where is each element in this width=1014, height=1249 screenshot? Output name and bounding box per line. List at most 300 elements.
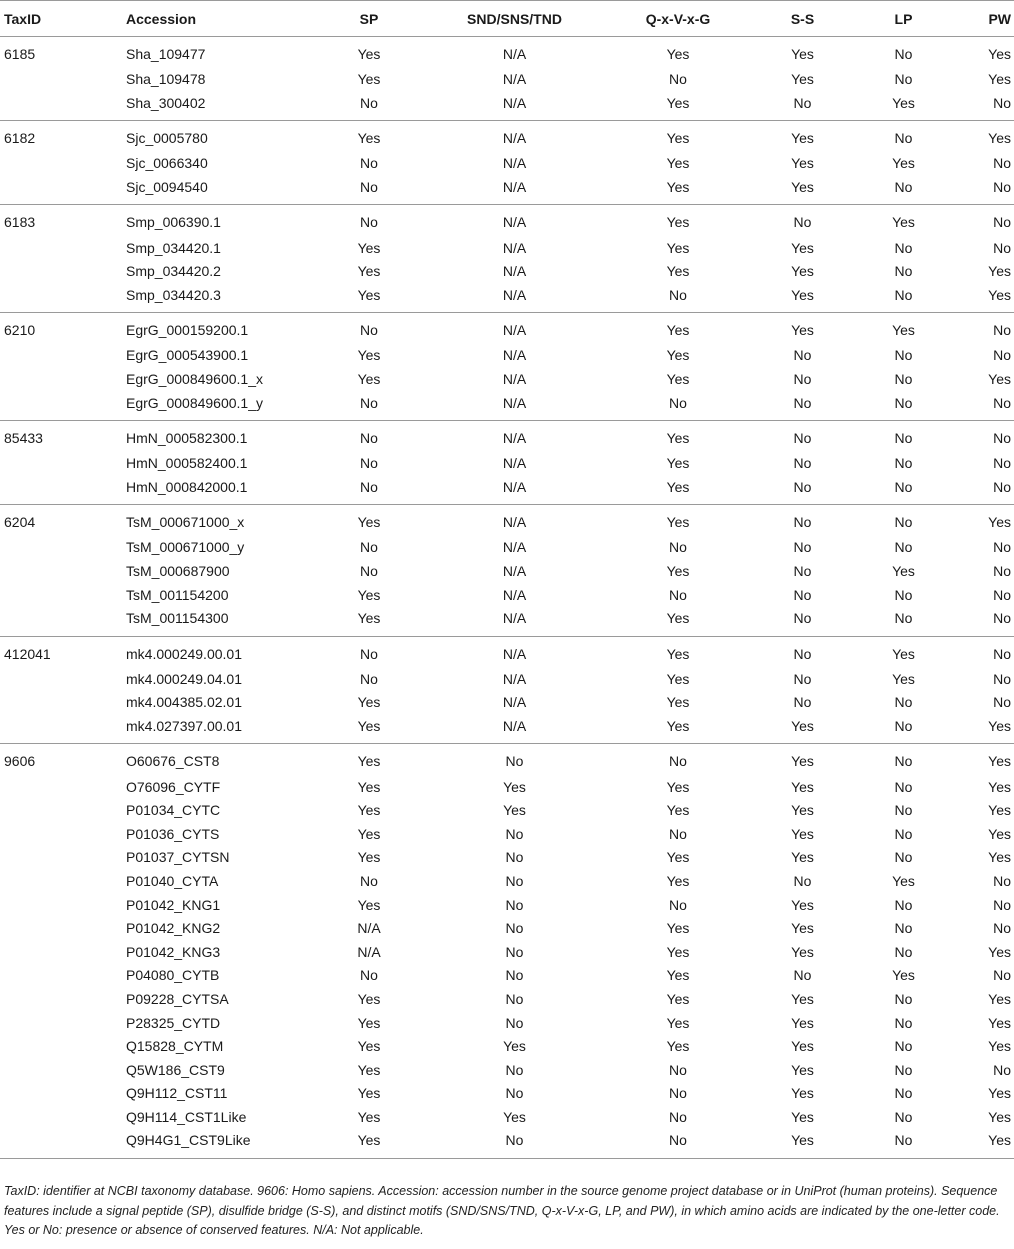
lp-cell: Yes: [892, 645, 915, 662]
ss-cell: No: [793, 455, 812, 472]
lp-cell: Yes: [892, 155, 915, 172]
pw-cell: Yes: [988, 371, 1011, 388]
table-row: [0, 68, 1014, 92]
accession-cell: TsM_000671000_x: [126, 514, 245, 531]
sp-cell: No: [360, 394, 378, 411]
qxvxg-cell: Yes: [666, 371, 690, 388]
pw-cell: Yes: [988, 778, 1011, 795]
sp-cell: Yes: [357, 717, 381, 734]
table-row: [0, 560, 1014, 584]
taxid-cell: 6183: [4, 214, 36, 231]
qxvxg-cell: Yes: [666, 849, 690, 866]
taxon-group: [0, 420, 1014, 504]
snd-sns-tnd-cell: No: [505, 849, 524, 866]
taxid-cell: [0, 152, 126, 176]
ss-cell: No: [793, 478, 812, 495]
accession-cell: mk4.027397.00.01: [126, 717, 242, 734]
header-snd-sns-tnd: SND/SNS/TND: [422, 1, 607, 37]
lp-cell: Yes: [892, 94, 915, 111]
lp-cell: Yes: [892, 967, 915, 984]
lp-cell: Yes: [892, 214, 915, 231]
taxid-cell: [0, 176, 126, 205]
table-row: [0, 368, 1014, 392]
snd-sns-tnd-cell: N/A: [502, 239, 527, 256]
header-accession: Accession: [126, 1, 316, 37]
table-row: [0, 344, 1014, 368]
ss-cell: No: [793, 429, 812, 446]
qxvxg-cell: Yes: [666, 263, 690, 280]
accession-cell: Sjc_0094540: [126, 179, 208, 196]
table-row: [0, 668, 1014, 692]
lp-cell: No: [894, 514, 913, 531]
pw-cell: No: [993, 539, 1011, 556]
pw-cell: Yes: [988, 46, 1011, 62]
sp-cell: Yes: [357, 46, 381, 62]
taxid-cell: [0, 799, 126, 823]
sp-cell: No: [360, 645, 378, 662]
snd-sns-tnd-cell: N/A: [502, 694, 527, 711]
accession-cell: P09228_CYTSA: [126, 990, 229, 1007]
lp-cell: No: [894, 1132, 913, 1149]
pw-cell: No: [993, 563, 1011, 580]
taxid-cell: [0, 236, 126, 260]
taxid-cell: [0, 344, 126, 368]
taxon-group: [0, 205, 1014, 313]
accession-cell: Sha_109477: [126, 46, 206, 62]
pw-cell: No: [993, 429, 1011, 446]
accession-cell: Sjc_0005780: [126, 130, 208, 147]
qxvxg-cell: Yes: [666, 670, 690, 687]
sp-cell: No: [360, 563, 378, 580]
pw-cell: Yes: [988, 717, 1011, 734]
pw-cell: Yes: [988, 990, 1011, 1007]
qxvxg-cell: Yes: [666, 478, 690, 495]
table-row: [0, 846, 1014, 870]
lp-cell: No: [894, 46, 913, 62]
table-row: [0, 799, 1014, 823]
qxvxg-cell: No: [669, 896, 687, 913]
pw-cell: No: [993, 239, 1011, 256]
qxvxg-cell: Yes: [666, 514, 690, 531]
lp-cell: No: [894, 429, 913, 446]
snd-sns-tnd-cell: No: [505, 1085, 524, 1102]
ss-cell: Yes: [791, 179, 814, 196]
taxid-cell: [0, 68, 126, 92]
table-row: [0, 636, 1014, 668]
lp-cell: Yes: [892, 670, 915, 687]
snd-sns-tnd-cell: No: [505, 825, 524, 842]
qxvxg-cell: Yes: [666, 920, 690, 937]
table-row: [0, 1106, 1014, 1130]
ss-cell: Yes: [791, 1061, 814, 1078]
pw-cell: Yes: [988, 825, 1011, 842]
lp-cell: No: [894, 179, 913, 196]
pw-cell: No: [993, 179, 1011, 196]
accession-cell: Smp_006390.1: [126, 214, 221, 231]
pw-cell: Yes: [988, 849, 1011, 866]
pw-cell: Yes: [988, 130, 1011, 147]
accession-cell: Q15828_CYTM: [126, 1038, 224, 1055]
header-qxvxg: Q-x-V-x-G: [607, 1, 749, 37]
snd-sns-tnd-cell: N/A: [502, 371, 527, 388]
pw-cell: No: [993, 694, 1011, 711]
taxid-cell: [0, 1011, 126, 1035]
lp-cell: No: [894, 717, 913, 734]
accession-cell: O60676_CST8: [126, 753, 220, 770]
taxid-cell: [0, 1082, 126, 1106]
sp-cell: No: [360, 670, 378, 687]
snd-sns-tnd-cell: N/A: [502, 717, 527, 734]
lp-cell: No: [894, 586, 913, 603]
ss-cell: No: [793, 394, 812, 411]
lp-cell: No: [894, 825, 913, 842]
pw-cell: No: [993, 455, 1011, 472]
sp-cell: Yes: [357, 849, 381, 866]
taxid-cell: [0, 1129, 126, 1158]
lp-cell: No: [894, 694, 913, 711]
table-row: [0, 37, 1014, 69]
ss-cell: No: [793, 347, 812, 364]
ss-cell: Yes: [791, 322, 814, 339]
table-row: [0, 744, 1014, 776]
qxvxg-cell: No: [669, 586, 687, 603]
accession-cell: P01042_KNG3: [126, 943, 221, 960]
sp-cell: No: [360, 155, 378, 172]
qxvxg-cell: Yes: [666, 155, 690, 172]
taxon-group: [0, 121, 1014, 205]
qxvxg-cell: Yes: [666, 694, 690, 711]
accession-cell: Q9H114_CST1Like: [126, 1108, 247, 1125]
sp-cell: N/A: [357, 920, 381, 937]
table-row: [0, 1058, 1014, 1082]
accession-cell: P04080_CYTB: [126, 967, 220, 984]
pw-cell: No: [993, 610, 1011, 627]
snd-sns-tnd-cell: Yes: [503, 1108, 526, 1125]
lp-cell: No: [894, 130, 913, 147]
ss-cell: Yes: [791, 155, 814, 172]
lp-cell: No: [894, 610, 913, 627]
snd-sns-tnd-cell: N/A: [502, 46, 527, 62]
ss-cell: No: [793, 967, 812, 984]
taxid-cell: [0, 368, 126, 392]
ss-cell: Yes: [791, 1085, 814, 1102]
taxon-group: [0, 505, 1014, 636]
lp-cell: No: [894, 1014, 913, 1031]
lp-cell: No: [894, 539, 913, 556]
ss-cell: Yes: [791, 46, 814, 62]
pw-cell: Yes: [988, 943, 1011, 960]
snd-sns-tnd-cell: No: [505, 1132, 524, 1149]
pw-cell: No: [993, 322, 1011, 339]
qxvxg-cell: Yes: [666, 239, 690, 256]
taxid-cell: [0, 668, 126, 692]
snd-sns-tnd-cell: N/A: [502, 130, 527, 147]
taxid-cell: [0, 452, 126, 476]
qxvxg-cell: Yes: [666, 214, 690, 231]
ss-cell: Yes: [791, 717, 814, 734]
qxvxg-cell: No: [669, 394, 687, 411]
qxvxg-cell: Yes: [666, 1014, 690, 1031]
lp-cell: No: [894, 1085, 913, 1102]
pw-cell: Yes: [988, 286, 1011, 303]
sp-cell: Yes: [357, 71, 381, 88]
snd-sns-tnd-cell: No: [505, 872, 524, 889]
taxid-cell: [0, 92, 126, 121]
taxon-group: [0, 37, 1014, 121]
sp-cell: Yes: [357, 263, 381, 280]
taxon-group: [0, 313, 1014, 421]
pw-cell: No: [993, 872, 1011, 889]
sp-cell: Yes: [357, 990, 381, 1007]
accession-cell: P01042_KNG1: [126, 896, 221, 913]
ss-cell: No: [793, 610, 812, 627]
ss-cell: Yes: [791, 71, 814, 88]
qxvxg-cell: Yes: [666, 429, 690, 446]
ss-cell: Yes: [791, 802, 814, 819]
sp-cell: Yes: [357, 347, 381, 364]
qxvxg-cell: Yes: [666, 967, 690, 984]
sp-cell: Yes: [357, 1132, 381, 1149]
pw-cell: Yes: [988, 1014, 1011, 1031]
snd-sns-tnd-cell: No: [505, 896, 524, 913]
accession-cell: HmN_000842000.1: [126, 478, 248, 495]
qxvxg-cell: No: [669, 1061, 687, 1078]
taxid-cell: [0, 822, 126, 846]
accession-cell: Smp_034420.3: [126, 286, 221, 303]
qxvxg-cell: No: [669, 1085, 687, 1102]
qxvxg-cell: Yes: [666, 322, 690, 339]
accession-cell: Smp_034420.2: [126, 263, 221, 280]
lp-cell: No: [894, 263, 913, 280]
qxvxg-cell: Yes: [666, 94, 690, 111]
snd-sns-tnd-cell: No: [505, 1061, 524, 1078]
table-row: [0, 870, 1014, 894]
ss-cell: Yes: [791, 239, 814, 256]
accession-cell: P01040_CYTA: [126, 872, 219, 889]
snd-sns-tnd-cell: N/A: [502, 263, 527, 280]
accession-cell: Q5W186_CST9: [126, 1061, 225, 1078]
table-row: [0, 1035, 1014, 1059]
accession-cell: mk4.000249.04.01: [126, 670, 242, 687]
snd-sns-tnd-cell: No: [505, 990, 524, 1007]
ss-cell: No: [793, 371, 812, 388]
sp-cell: No: [360, 967, 378, 984]
table-row: [0, 313, 1014, 345]
header-pw: PW: [951, 1, 1014, 37]
pw-cell: No: [993, 214, 1011, 231]
snd-sns-tnd-cell: No: [505, 1014, 524, 1031]
lp-cell: No: [894, 802, 913, 819]
taxon-group: [0, 744, 1014, 1159]
snd-sns-tnd-cell: N/A: [502, 179, 527, 196]
qxvxg-cell: No: [669, 286, 687, 303]
sp-cell: Yes: [357, 1038, 381, 1055]
table-row: [0, 940, 1014, 964]
lp-cell: No: [894, 920, 913, 937]
snd-sns-tnd-cell: N/A: [502, 94, 527, 111]
taxid-cell: [0, 870, 126, 894]
table-row: [0, 893, 1014, 917]
sp-cell: No: [360, 214, 378, 231]
lp-cell: No: [894, 778, 913, 795]
accession-cell: O76096_CYTF: [126, 778, 221, 795]
qxvxg-cell: Yes: [666, 563, 690, 580]
qxvxg-cell: Yes: [666, 130, 690, 147]
sp-cell: Yes: [357, 130, 381, 147]
table-row: [0, 121, 1014, 153]
taxid-cell: 412041: [4, 645, 51, 662]
sp-cell: No: [360, 478, 378, 495]
pw-cell: No: [993, 94, 1011, 111]
ss-cell: No: [793, 214, 812, 231]
lp-cell: No: [894, 347, 913, 364]
snd-sns-tnd-cell: N/A: [502, 214, 527, 231]
lp-cell: No: [894, 478, 913, 495]
ss-cell: No: [793, 586, 812, 603]
qxvxg-cell: Yes: [666, 46, 690, 62]
table-row: [0, 964, 1014, 988]
table-row: [0, 260, 1014, 284]
sp-cell: Yes: [357, 586, 381, 603]
qxvxg-cell: No: [669, 71, 687, 88]
ss-cell: No: [793, 514, 812, 531]
qxvxg-cell: Yes: [666, 778, 690, 795]
snd-sns-tnd-cell: Yes: [503, 1038, 526, 1055]
snd-sns-tnd-cell: No: [505, 943, 524, 960]
table-row: [0, 452, 1014, 476]
taxid-cell: [0, 1035, 126, 1059]
taxid-cell: 6185: [4, 46, 36, 62]
taxid-cell: [0, 560, 126, 584]
lp-cell: No: [894, 943, 913, 960]
lp-cell: Yes: [892, 872, 915, 889]
table-row: [0, 536, 1014, 560]
snd-sns-tnd-cell: N/A: [502, 155, 527, 172]
taxid-cell: [0, 940, 126, 964]
pw-cell: Yes: [988, 71, 1011, 88]
accession-cell: EgrG_000543900.1: [126, 347, 249, 364]
sp-cell: Yes: [357, 1085, 381, 1102]
accession-cell: Sha_109478: [126, 71, 206, 88]
table-row: [0, 420, 1014, 452]
lp-cell: No: [894, 753, 913, 770]
table-row: [0, 822, 1014, 846]
taxid-cell: [0, 964, 126, 988]
ss-cell: No: [793, 670, 812, 687]
sp-cell: Yes: [357, 1061, 381, 1078]
pw-cell: Yes: [988, 263, 1011, 280]
taxid-cell: [0, 476, 126, 505]
table-row: [0, 284, 1014, 313]
taxid-cell: [0, 893, 126, 917]
pw-cell: Yes: [988, 1085, 1011, 1102]
pw-cell: No: [993, 1061, 1011, 1078]
sp-cell: Yes: [357, 1108, 381, 1125]
accession-cell: P01036_CYTS: [126, 825, 220, 842]
accession-cell: Smp_034420.1: [126, 239, 221, 256]
ss-cell: Yes: [791, 990, 814, 1007]
ss-cell: Yes: [791, 943, 814, 960]
taxid-cell: [0, 536, 126, 560]
table-row: [0, 476, 1014, 505]
table-row: [0, 1082, 1014, 1106]
taxid-cell: [0, 691, 126, 715]
accession-cell: TsM_001154200: [126, 586, 229, 603]
ss-cell: Yes: [791, 1132, 814, 1149]
lp-cell: No: [894, 394, 913, 411]
taxid-cell: [0, 1058, 126, 1082]
pw-cell: No: [993, 645, 1011, 662]
accession-cell: EgrG_000849600.1_y: [126, 394, 263, 411]
ss-cell: Yes: [791, 286, 814, 303]
snd-sns-tnd-cell: N/A: [502, 455, 527, 472]
table-row: [0, 775, 1014, 799]
pw-cell: Yes: [988, 1132, 1011, 1149]
ss-cell: Yes: [791, 1038, 814, 1055]
header-taxid: TaxID: [0, 1, 126, 37]
pw-cell: No: [993, 155, 1011, 172]
sp-cell: Yes: [357, 753, 381, 770]
taxid-cell: 9606: [4, 753, 36, 770]
sp-cell: Yes: [357, 514, 381, 531]
qxvxg-cell: Yes: [666, 347, 690, 364]
pw-cell: Yes: [988, 514, 1011, 531]
snd-sns-tnd-cell: No: [505, 920, 524, 937]
lp-cell: No: [894, 896, 913, 913]
qxvxg-cell: No: [669, 1132, 687, 1149]
taxid-cell: [0, 607, 126, 636]
pw-cell: Yes: [988, 1038, 1011, 1055]
ss-cell: Yes: [791, 263, 814, 280]
ss-cell: Yes: [791, 1108, 814, 1125]
accession-cell: P01037_CYTSN: [126, 849, 230, 866]
snd-sns-tnd-cell: No: [505, 967, 524, 984]
sp-cell: Yes: [357, 1014, 381, 1031]
snd-sns-tnd-cell: N/A: [502, 71, 527, 88]
accession-cell: mk4.004385.02.01: [126, 694, 242, 711]
sp-cell: No: [360, 429, 378, 446]
sp-cell: No: [360, 322, 378, 339]
snd-sns-tnd-cell: N/A: [502, 394, 527, 411]
taxid-cell: [0, 583, 126, 607]
snd-sns-tnd-cell: Yes: [503, 778, 526, 795]
pw-cell: No: [993, 920, 1011, 937]
snd-sns-tnd-cell: N/A: [502, 670, 527, 687]
ss-cell: No: [793, 539, 812, 556]
table-caption: TaxID: identifier at NCBI taxonomy database. 9606: Homo sapiens. Accession: accession number in the source genome project database or in UniProt (human proteins). Sequence features include a signal peptide (SP), disulfide bridge (S-S), and distinct motifs (SND/SNS/TND, Q-x-V-x-G, LP, and PW), in which amino acids are indicated by the one-letter code. Yes or No: presence or absence of conserved features. N/A: Not applicable.: [4, 1184, 1000, 1237]
qxvxg-cell: No: [669, 825, 687, 842]
lp-cell: No: [894, 71, 913, 88]
sp-cell: No: [360, 179, 378, 196]
snd-sns-tnd-cell: N/A: [502, 514, 527, 531]
accession-cell: P28325_CYTD: [126, 1014, 221, 1031]
qxvxg-cell: Yes: [666, 717, 690, 734]
accession-cell: HmN_000582300.1: [126, 429, 248, 446]
taxid-cell: 6182: [4, 130, 36, 147]
table-row: [0, 152, 1014, 176]
accession-cell: P01034_CYTC: [126, 802, 221, 819]
pw-cell: No: [993, 670, 1011, 687]
lp-cell: No: [894, 455, 913, 472]
taxid-cell: [0, 284, 126, 313]
qxvxg-cell: Yes: [666, 872, 690, 889]
taxid-cell: 6204: [4, 514, 36, 531]
snd-sns-tnd-cell: N/A: [502, 610, 527, 627]
accession-cell: Sjc_0066340: [126, 155, 208, 172]
pw-cell: Yes: [988, 802, 1011, 819]
snd-sns-tnd-cell: No: [505, 753, 524, 770]
lp-cell: No: [894, 1061, 913, 1078]
